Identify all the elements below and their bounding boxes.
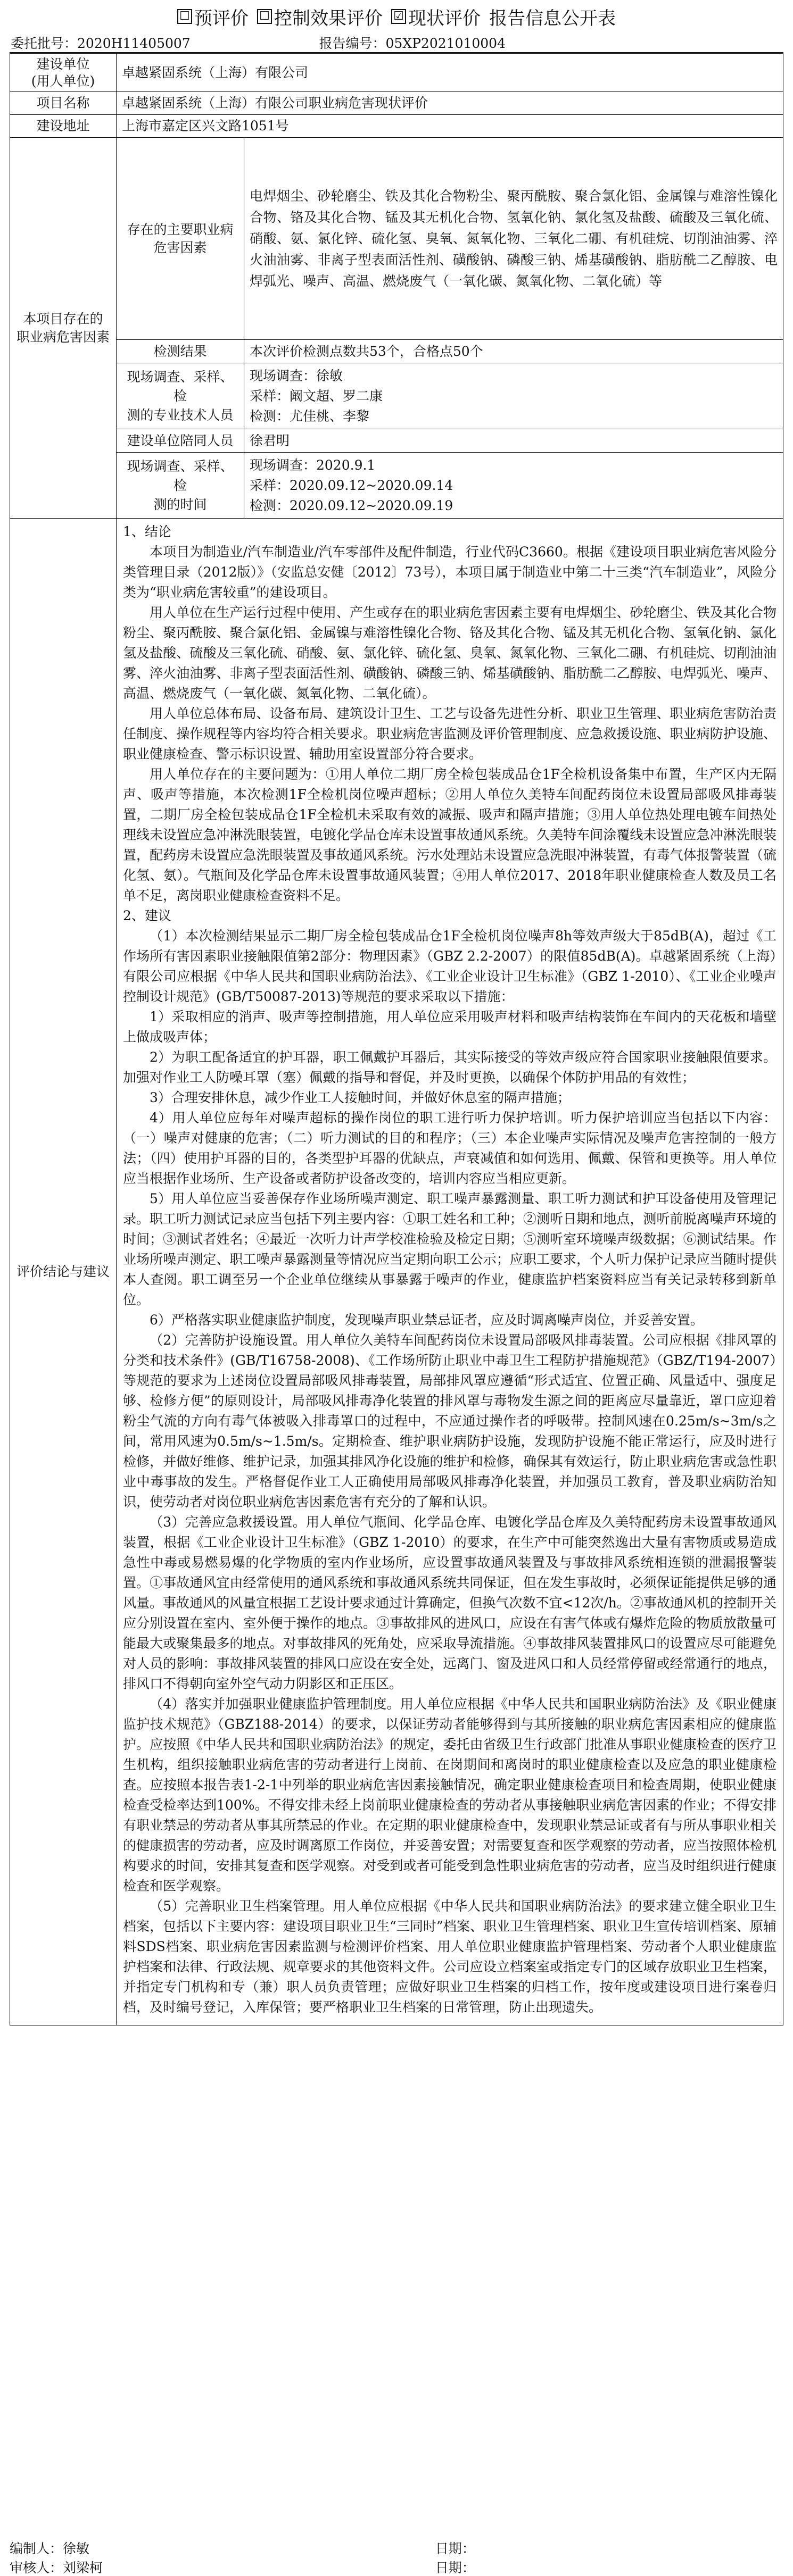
paragraph: 2）为职工配备适宜的护耳器，职工佩戴护耳器后，其实际接受的等效声级应符合国家职业接触限值要求。加强对作业工人防噪耳罩（塞）佩戴的指导和督促，并及时更换，以确保个体防护用品的有效性； — [123, 1049, 777, 1085]
hazard-factors-value: 电焊烟尘、砂轮磨尘、铁及其化合物粉尘、聚丙酰胺、聚合氯化铝、金属镍与难溶性镍化合物、铬及其化合物、锰及其无机化合物、氢氧化钠、氯化氢及盐酸、硫酸及三氧化硫、硝酸、氨、氯化锌、硫化氢、臭氧、氮氧化物、三氧化二硼、有机硅烷、切削油油雾、淬火油油雾、非离子型表面活性剂、磺酸钠、磷酸三钠、烯基磺酸钠、脂肪酰二乙醇胺、电焊弧光、噪声、高温、燃烧废气（一氧化碳、氮氧化物、二氧化硫）等 — [244, 138, 783, 340]
staff-label: 现场调查、采样、检 测的专业技术人员 — [117, 363, 244, 429]
evaluation-body — [117, 519, 783, 2025]
paragraph: 5）用人单位应当妥善保存作业场所噪声测定、职工噪声暴露测量、职工听力测试和护耳设备使用及管理记录。职工听力测试记录应当包括下列主要内容：①职工姓名和工种；②测听日期和地点，测听前脱离噪声环境的时间；③测试者姓名；④最近一次听力计声学校准检验及检定日期；⑤测听室环境噪声级数据；⑥测试结果。作业场所噪声测定、职工噪声暴露测量等情况应当定期向职工公示；应职工要求，个人听力保护记录应当随时提供本人查阅。职工调至另一个企业单位继续从事暴露于噪声的作业，健康监护档案资料应当有关记录转移到新单位。 — [123, 1191, 777, 1307]
paragraph: 用人单位在生产运行过程中使用、产生或存在的职业病危害因素主要有电焊烟尘、砂轮磨尘、铁及其化合物粉尘、聚丙酰胺、聚合氯化铝、金属镍与难溶性镍化合物、铬及其化合物、锰及其无机化合物、氢氧化钠、氯化氢及盐酸、硫酸及三氧化硫、硝酸、氨、氯化锌、硫化氢、臭氧、氮氧化物、三氧化二硼、有机硅烷、切削油油雾、淬火油油雾、非离子型表面活性剂、磺酸钠、磷酸三钠、烯基磺酸钠、脂肪酰二乙醇胺、电焊弧光、噪声、高温、燃烧废气（一氧化碳、氮氧化物、二氧化硫）。 — [123, 605, 777, 701]
time-label: 现场调查、采样、检 测的时间 — [117, 453, 244, 519]
paragraph: （3）完善应急救援设置。用人单位气瓶间、化学品仓库、电镀化学品仓库及久美特配药房未设置事故通风装置，根据《工业企业设计卫生标准》（GBZ 1-2010）的要求，在生产中可能突然逸出大量有害物质或易造成急性中毒或易燃易爆的化学物质的室内作业场所，应设置事故通风装置及与事故排风系统相连锁的泄漏报警装置。①事故通风宜由经常使用的通风系统和事故通风系统共同保证，但在发生事故时，必须保证能提供足够的通风量。事故通风的风量宜根据工艺设计要求通过计算确定，但换气次数不宜<12次/h。②事故通风机的控制开关应分别设置在室内、室外便于操作的地点。③事故排风的进风口，应设在有害气体或有爆炸危险的物质放散量可能最大或聚集最多的地点。对事故排风的死角处，应采取导流措施。④事故排风装置排风口的设置应尽可能避免对人员的影响：事故排风装置的排风口应设在安全处，远离门、窗及进风口和人员经常停留或经常通行的地点，排风口不得朝向室外空气动力阴影区和正压区。 — [123, 1514, 777, 1691]
report-number: 报告编号：05XP2021010004 — [319, 36, 506, 51]
option-status-evaluation — [391, 4, 481, 30]
meta-row — [10, 33, 783, 53]
unit-value: 卓越紧固系统（上海）有限公司 — [117, 54, 783, 92]
staff-value — [244, 363, 783, 429]
reviewer-date: 日期： — [435, 2560, 475, 2575]
section-heading: 2、建议 — [123, 908, 171, 923]
project-label: 项目名称 — [10, 92, 117, 115]
title-suffix: 报告信息公开表 — [489, 7, 616, 29]
result-value: 本次评价检测点数共53个，合格点50个 — [244, 340, 783, 363]
staff-line: 现场调查：徐敏 — [250, 368, 343, 384]
paragraph: 用人单位存在的主要问题为：①用人单位二期厂房全检包装成品仓1F全检机设备集中布置，生产区内无隔声、吸声等措施，本次检测1F全检机岗位噪声超标；②用人单位久美特车间配药岗位未设置局部吸风排毒装置，二期厂房全检包装成品仓1F全检机未采取有效的减振、吸声和隔声措施；③用人单位热处理电镀车间热处理线未设置应急冲淋洗眼装置，电镀化学品仓库未设置事故通风系统。久美特车间涂覆线未设置应急冲淋洗眼装置，配药房未设置应急洗眼装置及事故通风系统。污水处理站未设置应急洗眼冲淋装置，有毒气体报警装置（硫化氢、氨）。气瓶间及化学品仓库未设置事故通风装置；④用人单位2017、2018年职业健康检查人数及员工名单不足，离岗职业健康检查资料不足。 — [123, 766, 777, 903]
footer-reviewer-row — [10, 2557, 783, 2576]
staff-line: 检测：尤佳桃、李黎 — [250, 408, 370, 424]
accompany-label: 建设单位陪同人员 — [117, 429, 244, 453]
option-label: 现状评价 — [408, 7, 481, 29]
option-control-effect — [257, 4, 383, 30]
accompany-value: 徐君明 — [244, 429, 783, 453]
paragraph: 3）合理安排休息，减少作业工人接触时间，并做好休息室的隔声措施； — [150, 1090, 571, 1105]
time-line: 采样：2020.09.12~2020.09.14 — [250, 477, 453, 493]
option-label: 控制效果评价 — [274, 7, 383, 29]
checkbox-icon: ☐ — [177, 9, 192, 24]
section-heading: 1、结论 — [123, 524, 171, 539]
time-line: 现场调查：2020.9.1 — [250, 457, 376, 473]
footer-author-row — [10, 2538, 783, 2557]
paragraph: 4）用人单位应每年对噪声超标的操作岗位的职工进行听力保护培训。听力保护培训应当包括以下内容：（一）噪声对健康的危害；（二）听力测试的目的和程序；（三）本企业噪声实际情况及噪声危害控制的一般方法；（四）使用护耳器的目的，各类型护耳器的优缺点，声衰减值和如何选用、佩戴、保管和更换等。用人单位应当根据作业场所、生产设备或者防护设备改变的，培训内容应当相应更新。 — [123, 1110, 777, 1186]
checkbox-icon: ☐ — [257, 9, 272, 24]
paragraph: （2）完善防护设施设置。用人单位久美特车间配药岗位未设置局部吸风排毒装置。公司应根据《排风罩的分类和技术条件》(GB/T16758-2008)、《工作场所防止职业中毒卫生工程防护措施规范》（GBZ/T194-2007）等规范的要求为上述岗位设置局部吸风排毒装置，局部排风罩应遵循“形式适宜、位置正确、风量适中、强度足够、检修方便”的原则设计，局部吸风排毒净化装置的排风罩与毒物发生源之间的距离应尽量靠近，罩口应迎着粉尘气流的方向有毒气体被吸入排毒罩口的过程中，不应通过操作者的呼吸带。控制风速在0.25m/s~3m/s之间，常用风速为0.5m/s~1.5m/s。定期检查、维护职业病防护设施，发现防护设施不能正常运行，应及时进行检修，并做好维修、维护记录，加强其排风净化设施的维护和检修，确保其有效运行，防止职业病危害或急性职业中毒事故的发生。严格督促作业工人正确使用局部吸风排毒净化装置，并加强员工教育，普及职业病防治知识，使劳动者对岗位职业病危害因素危害有充分的了解和认识。 — [123, 1332, 777, 1510]
report-title — [10, 0, 783, 33]
paragraph: （1）本次检测结果显示二期厂房全检包装成品仓1F全检机岗位噪声8h等效声级大于85dB(A)，超过《工作场所有害因素职业接触限值第2部分：物理因素》（GBZ 2.2-2007）的限值85dB(A)。卓越紧固系统（上海）有限公司应根据《中华人民共和国职业病防治法》、《工业企业设计卫生标准》（GBZ 1-2010）、《工业企业噪声控制设计规范》(GB/T50087-2013)等规范的要求采取以下措施： — [123, 928, 777, 1004]
paragraph: （5）完善职业卫生档案管理。用人单位应根据《中华人民共和国职业病防治法》的要求建立健全职业卫生档案，包括以下主要内容：建设项目职业卫生“三同时”档案、职业卫生管理档案、职业卫生宣传培训档案、原辅料SDS档案、职业病危害因素监测与检测评价档案、用人单位职业健康监护管理档案、劳动者个人职业健康监护档案和法律、行政法规、规章要求的其他资料文件。公司应设立档案室或指定专门的区域存放职业卫生档案，并指定专门机构和专（兼）职人员负责管理；应做好职业卫生档案的归档工作，按年度或建设项目进行案卷归档，及时编号登记，入库保管；要严格职业卫生档案的日常管理，防止出现遗失。 — [123, 1898, 777, 2015]
hazard-factors-label: 存在的主要职业病 危害因素 — [117, 138, 244, 340]
approval-number: 委托批号：2020H11405007 — [11, 36, 191, 51]
evaluation-label: 评价结论与建议 — [10, 519, 117, 2025]
unit-label: 建设单位 (用人单位) — [10, 54, 117, 92]
option-label: 预评价 — [194, 7, 249, 29]
paragraph: 1）采取相应的消声、吸声等控制措施，用人单位应采用吸声材料和吸声结构装饰在车间内的天花板和墙壁上做成吸声体； — [123, 1009, 777, 1045]
time-value — [244, 453, 783, 519]
paragraph: 本项目为制造业/汽车制造业/汽车零部件及配件制造，行业代码C3660。根据《建设项目职业病危害风险分类管理目录（2012版）》（安监总安健〔2012〕73号），本项目属于制造业中第二十三类“汽车制造业”，风险分类为“职业病危害较重”的建设项目。 — [123, 544, 777, 600]
result-label: 检测结果 — [117, 340, 244, 363]
option-pre-evaluation — [177, 4, 249, 30]
reviewer: 审核人：刘梁柯 — [10, 2560, 103, 2575]
address-value: 上海市嘉定区兴文路1051号 — [117, 115, 783, 138]
paragraph: （4）落实并加强职业健康监护管理制度。用人单位应根据《中华人民共和国职业病防治法》及《职业健康监护技术规范》（GBZ188-2014）的要求，以保证劳动者能够得到与其所接触的职业病危害因素相应的健康监护。应按照《中华人民共和国职业病防治法》的规定，委托由省级卫生行政部门批准从事职业健康检查的医疗卫生机构，组织接触职业病危害的劳动者进行上岗前、在岗期间和离岗时的职业健康检查以及应急的职业健康检查。应按照本报告表1-2-1中列举的职业病危害因素接触情况，确定职业健康检查项目和检查周期，使职业健康检查受检率达到100%。不得安排未经上岗前职业健康检查的劳动者从事接触职业病危害因素的作业；不得安排有职业禁忌的劳动者从事其所禁忌的作业。在定期的职业健康检查中，发现职业禁忌证或者有与所从事职业相关的健康损害的劳动者，应及时调离原工作岗位，并妥善安置；对需要复查和医学观察的劳动者，应当按照体检机构要求的时间，安排其复查和医学观察。对受到或者可能受到急性职业病危害的劳动者，应当及时组织进行健康检查和医学观察。 — [123, 1696, 777, 1894]
time-line: 检测：2020.09.12~2020.09.19 — [250, 497, 453, 513]
hazard-group-label: 本项目存在的 职业病危害因素 — [10, 138, 117, 519]
staff-line: 采样：阚文超、罗二康 — [250, 388, 383, 404]
checked-checkbox-icon: ☑ — [391, 9, 406, 24]
author: 编制人：徐敏 — [10, 2541, 90, 2556]
paragraph: 用人单位总体布局、设备布局、建筑设计卫生、工艺与设备先进性分析、职业卫生管理、职业病危害防治责任制度、操作规程等内容均符合相关要求。职业病危害监测及评价管理制度、应急救援设施、职业病防护设施、职业健康检查、警示标识设置、辅助用室设置部分符合要求。 — [123, 706, 777, 762]
info-table — [10, 53, 783, 2025]
project-value: 卓越紧固系统（上海）有限公司职业病危害现状评价 — [117, 92, 783, 115]
paragraph: 6）严格落实职业健康监护制度，发现噪声职业禁忌证者，应及时调离噪声岗位，并妥善安置。 — [150, 1312, 704, 1328]
author-date: 日期： — [435, 2541, 475, 2556]
address-label: 建设地址 — [10, 115, 117, 138]
